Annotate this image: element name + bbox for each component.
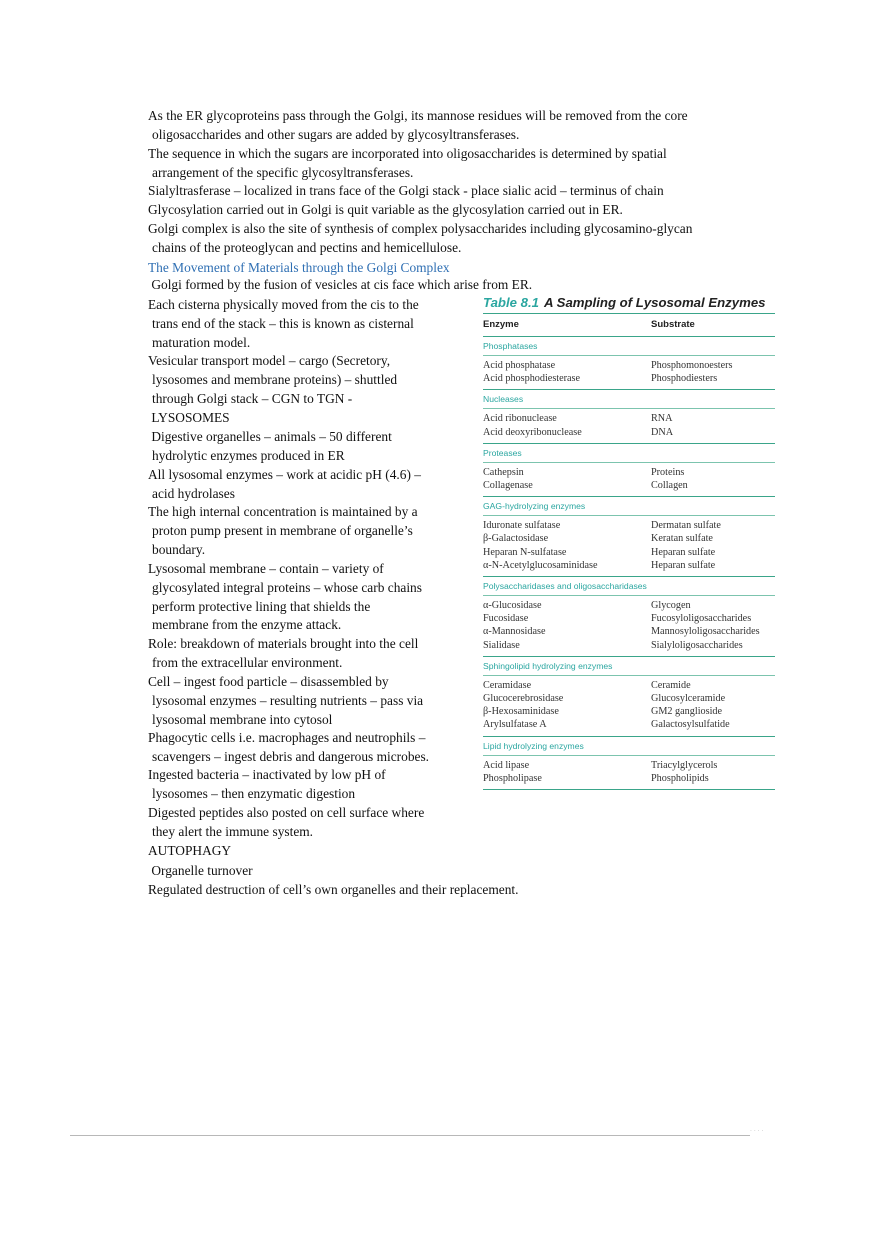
table-row [483,639,775,652]
enzyme-cell: Acid phosphodiesterase [483,373,581,385]
table-row [483,546,775,559]
table-row [483,412,775,425]
substrate-cell: Dermatan sulfate [651,520,721,532]
table-row [483,692,775,705]
bullet-item [130,352,397,408]
substrate-cell: Phosphodiesters [651,373,718,385]
table-category: Phosphatases [483,341,538,351]
table-name: A Sampling of Lysosomal Enzymes [543,295,766,310]
substrate-cell: Proteins [651,466,685,478]
table-row-group [483,463,775,496]
bullet-line: perform protective lining that shields the [152,598,371,614]
table-row [483,612,775,625]
table-row [483,599,775,612]
bullet-line: The Movement of Materials through the Golgi Complex [148,260,450,275]
table-category: GAG-hydrolyzing enzymes [483,501,586,512]
substrate-cell: Phosphomonoesters [651,360,733,371]
bullet-line: through Golgi stack – CGN to TGN - [152,390,353,406]
table-row [483,679,775,692]
substrate-cell: Ceramide [651,679,691,691]
bullet-item [130,729,429,767]
table-rule [483,789,775,790]
table-category: Nucleases [483,394,524,405]
enzyme-cell: Iduronate sulfatase [483,520,561,532]
bullet-item [130,503,418,559]
enzyme-cell: Sialidase [483,639,520,651]
enzyme-cell: α-N-Acetylglucosaminidase [483,559,598,571]
bullet-item [130,182,664,201]
bullet-item [130,220,692,258]
bullet-line: Lysosomal membrane – contain – variety of [148,561,384,576]
bullet-line: Role: breakdown of materials brought into the cell [148,636,419,651]
enzyme-cell: Glucocerebrosidase [483,693,564,705]
bullet-line: proton pump present in membrane of organelle’s [152,522,413,538]
table-row [483,359,775,372]
table-row [483,705,775,718]
bullet-line: maturation model. [152,334,251,350]
enzyme-cell: Heparan N-sulfatase [483,546,567,558]
bullet-item [130,296,419,352]
table-row [483,625,775,638]
substrate-cell: Keratan sulfate [651,533,713,545]
footer-page-number: · · · · [750,1128,764,1135]
bullet-line: hydrolytic enzymes produced in ER [152,447,345,463]
bullet-line: All lysosomal enzymes – work at acidic pH (4.6) – [148,467,421,482]
bullet-line: AUTOPHAGY [148,843,232,858]
bullet-line: Organelle turnover [148,863,253,878]
bullet-item [130,560,422,635]
footer-rule [70,1135,750,1136]
substrate-cell: DNA [651,426,674,438]
bullet-line: Glycosylation carried out in Golgi is quit variable as the glycosylation carried out in ER. [148,202,623,217]
bullet-line: lysosomes – then enzymatic digestion [152,785,356,801]
bullet-item [130,635,418,673]
substrate-cell: Triacylglycerols [651,759,718,771]
enzyme-cell: α-Mannosidase [483,626,546,638]
table-row [483,718,775,731]
enzyme-cell: Collagenase [483,480,533,492]
substrate-cell: GM2 ganglioside [651,706,723,718]
bullet-item [130,145,667,183]
bullet-line: lysosomal enzymes – resulting nutrients – pass via [152,692,424,708]
enzyme-cell: β-Galactosidase [483,533,549,545]
substrate-cell: Mannosyloligosaccharides [651,626,760,638]
bullet-item [130,466,421,504]
table-row-group [483,516,775,576]
enzyme-cell: Arylsulfatase A [483,719,547,731]
bullet-item [130,276,532,295]
bullet-line: Digestive organelles – animals – 50 different [148,429,392,444]
header-substrate: Substrate [651,319,695,330]
enzyme-cell: Acid lipase [483,759,530,771]
bullet-line: LYSOSOMES [148,410,230,425]
bullet-line: Vesicular transport model – cargo (Secretory, [148,353,391,368]
bullet-line: they alert the immune system. [152,823,314,839]
bullet-item [130,673,423,729]
lysosomal-enzymes-table [483,293,775,790]
table-category: Lipid hydrolyzing enzymes [483,740,584,751]
enzyme-cell: Fucosidase [483,613,529,625]
enzyme-cell: Acid phosphatase [483,360,556,371]
bullet-line: Digested peptides also posted on cell surface where [148,805,425,820]
table-category: Polysaccharidases and oligosaccharidases [483,581,647,592]
table-row [483,426,775,439]
enzyme-cell: Ceramidase [483,679,532,691]
bullet-item [130,201,623,220]
table-row [483,559,775,572]
bullet-line: trans end of the stack – this is known as cisternal [152,315,414,331]
substrate-cell: Heparan sulfate [651,546,716,558]
substrate-cell: Heparan sulfate [651,559,716,571]
section-heading [130,259,450,278]
bullet-item [130,766,386,804]
substrate-cell: Phospholipids [651,772,709,784]
table-row [483,772,775,785]
table-category: Proteases [483,447,522,458]
bullet-line: Golgi formed by the fusion of vesicles at cis face which arise from ER. [148,277,533,292]
table-row [483,519,775,532]
bullet-line: Sialyltrasferase – localized in trans face of the Golgi stack - place sialic acid – terminus of chain [148,183,664,198]
bullet-line: Golgi complex is also the site of synthesis of complex polysaccharides including glycosamino-glycan [148,221,693,236]
bullet-line: The high internal concentration is maintained by a [148,504,418,519]
bullet-line: lysosomes and membrane proteins) – shuttled [152,371,398,387]
table-row [483,466,775,479]
substrate-cell: RNA [651,413,673,425]
enzyme-cell: Phospholipase [483,772,542,784]
table-row [483,479,775,492]
table-body [483,337,775,790]
bullet-line: Each cisterna physically moved from the cis to the [148,297,419,312]
bullet-line: arrangement of the specific glycosyltransferases. [152,164,414,180]
table-title [483,293,775,313]
enzyme-cell: β-Hexosaminidase [483,706,559,718]
header-enzyme: Enzyme [483,319,519,330]
bullet-line: scavengers – ingest debris and dangerous microbes. [152,748,430,764]
bullet-line: chains of the proteoglycan and pectins and hemicellulose. [152,239,462,255]
bullet-item [130,881,518,900]
bullet-line: acid hydrolases [152,485,235,501]
table-row-group [483,596,775,656]
bullet-line: Regulated destruction of cell’s own organelles and their replacement. [148,882,519,897]
table-row [483,372,775,385]
bullet-line: glycosylated integral proteins – whose carb chains [152,579,422,595]
table-row-group [483,356,775,389]
substrate-cell: Glycogen [651,600,691,612]
enzyme-cell: α-Glucosidase [483,600,542,612]
bullet-line: membrane from the enzyme attack. [152,617,342,633]
bullet-item [130,428,392,466]
substrate-cell: Sialyloligosaccharides [651,639,743,651]
bullet-line: Cell – ingest food particle – disassembled by [148,674,389,689]
enzyme-cell: Acid deoxyribonuclease [483,426,582,438]
bullet-item [130,862,253,881]
substrate-cell: Collagen [651,480,688,492]
bullet-line: As the ER glycoproteins pass through the Golgi, its mannose residues will be removed from the core [148,108,688,123]
substrate-cell: Galactosylsulfatide [651,719,730,731]
table-row-group [483,409,775,442]
table-number: Table 8.1 [483,295,539,310]
bullet-line: Phagocytic cells i.e. macrophages and neutrophils – [148,730,426,745]
table-row-group [483,676,775,736]
bullet-line: boundary. [152,541,206,557]
bullet-item [130,107,688,145]
table-row-group [483,756,775,789]
table-category: Sphingolipid hydrolyzing enzymes [483,660,613,671]
bullet-line: The sequence in which the sugars are incorporated into oligosaccharides is determined by spatial [148,146,667,161]
enzyme-cell: Cathepsin [483,466,524,478]
bullet-line: lysosomal membrane into cytosol [152,711,333,727]
bullet-line: Ingested bacteria – inactivated by low pH of [148,767,386,782]
bullet-item [130,409,230,428]
table-row [483,759,775,772]
bullet-line: from the extracellular environment. [152,654,343,670]
bullet-item [130,804,424,842]
substrate-cell: Glucosylceramide [651,693,726,705]
bullet-line: oligosaccharides and other sugars are added by glycosyltransferases. [152,126,520,142]
enzyme-cell: Acid ribonuclease [483,413,557,425]
table-header [483,314,775,336]
table-row [483,532,775,545]
bullet-item [130,842,231,861]
substrate-cell: Fucosyloligosaccharides [651,613,752,625]
